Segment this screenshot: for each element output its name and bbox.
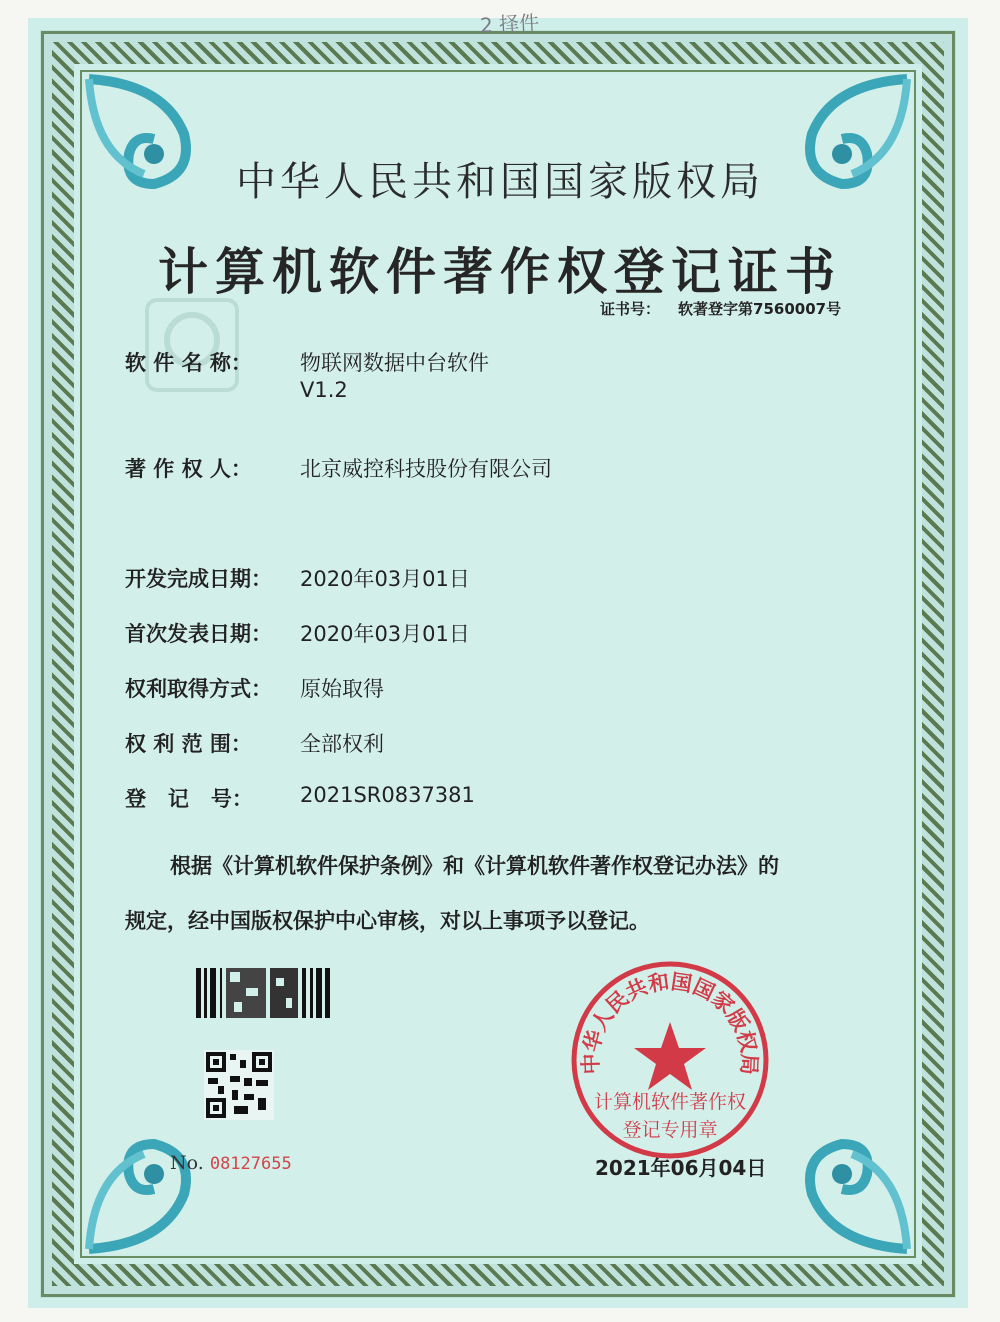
handwritten-note: 2 择件 — [479, 10, 540, 38]
barcode-icon — [196, 968, 330, 1018]
certificate-number-value: 软著登字第7560007号 — [678, 300, 842, 318]
serial-number — [170, 1152, 292, 1174]
field-label-software-name: 软 件 名 称： — [125, 351, 252, 375]
issue-date: 2021年06月04日 — [595, 1156, 767, 1180]
qr-code-icon — [204, 1050, 274, 1120]
serial-number-value: 08127655 — [209, 1154, 292, 1174]
serial-number-prefix: No. — [170, 1152, 204, 1174]
certificate-number — [600, 298, 859, 319]
field-value-acquisition-method: 原始取得 — [300, 677, 384, 701]
seal-ring-text: 中华人民共和国国家版权局 — [578, 969, 762, 1076]
field-label-publication-date: 首次发表日期： — [125, 622, 272, 646]
seal-text-line-2: 登记专用章 — [622, 1119, 718, 1141]
certificate-title: 计算机软件著作权登记证书 — [158, 243, 842, 301]
corner-ornament-bottom-left-icon — [84, 1104, 234, 1254]
field-label-registration-number: 登 记 号： — [125, 787, 253, 811]
field-value-completion-date: 2020年03月01日 — [300, 567, 470, 591]
field-value-registration-number: 2021SR0837381 — [300, 783, 475, 807]
field-label-completion-date: 开发完成日期： — [125, 567, 272, 591]
field-label-copyright-owner: 著 作 权 人： — [125, 457, 252, 481]
field-label-acquisition-method: 权利取得方式： — [125, 677, 272, 701]
copyright-emblem-watermark-icon — [142, 295, 242, 395]
field-value-copyright-owner: 北京威控科技股份有限公司 — [300, 457, 552, 481]
statement-line-1: 根据《计算机软件保护条例》和《计算机软件著作权登记办法》的 — [170, 854, 779, 878]
seal-text-line-1: 计算机软件著作权 — [593, 1091, 746, 1113]
corner-ornament-bottom-right-icon — [762, 1104, 912, 1254]
field-label-rights-scope: 权 利 范 围： — [125, 732, 252, 756]
field-value-software-version: V1.2 — [300, 378, 348, 402]
certificate-number-label: 证书号： — [600, 300, 661, 318]
statement-line-2: 规定，经中国版权保护中心审核，对以上事项予以登记。 — [125, 909, 650, 933]
field-value-publication-date: 2020年03月01日 — [300, 622, 470, 646]
field-value-rights-scope: 全部权利 — [300, 732, 384, 756]
issuing-organization: 中华人民共和国国家版权局 — [236, 159, 764, 205]
field-value-software-name: 物联网数据中台软件 — [300, 351, 489, 375]
